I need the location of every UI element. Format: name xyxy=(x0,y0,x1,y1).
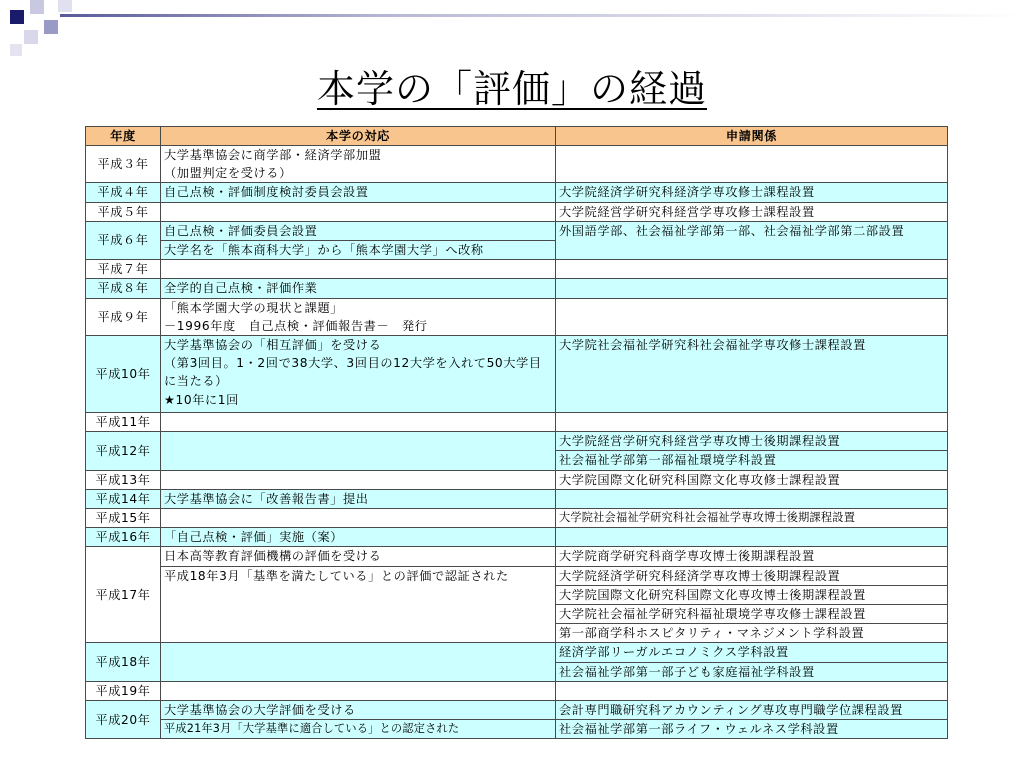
year-cell: 平成17年 xyxy=(86,547,161,643)
table-row xyxy=(86,681,948,700)
table-row xyxy=(86,489,948,508)
year-cell: 平成４年 xyxy=(86,183,161,202)
response-line: 大学基準協会に商学部・経済学部加盟 xyxy=(164,148,382,162)
slide-title xyxy=(0,58,1024,113)
application-cell: 大学院国際文化研究科国際文化専攻修士課程設置 xyxy=(556,470,948,489)
table-row xyxy=(86,470,948,489)
application-cell: 大学院経営学研究科経営学専攻修士課程設置 xyxy=(556,202,948,221)
year-cell: 平成19年 xyxy=(86,681,161,700)
year-cell: 平成15年 xyxy=(86,509,161,528)
application-cell: 社会福祉学部第一部子ども家庭福祉学科設置 xyxy=(556,662,948,681)
year-cell: 平成20年 xyxy=(86,701,161,739)
response-cell: 日本高等教育評価機構の評価を受ける xyxy=(161,547,556,566)
application-cell xyxy=(556,279,948,298)
year-cell: 平成３年 xyxy=(86,146,161,183)
year-cell: 平成７年 xyxy=(86,260,161,279)
response-cell xyxy=(161,260,556,279)
application-cell xyxy=(556,146,948,183)
application-cell: 外国語学部、社会福祉学部第一部、社会福祉学部第二部設置 xyxy=(556,221,948,259)
header-response: 本学の対応 xyxy=(161,127,556,146)
table-row xyxy=(86,221,948,240)
response-line: －1996年度 自己点検・評価報告書－ 発行 xyxy=(164,318,428,333)
application-cell xyxy=(556,489,948,508)
response-cell: 平成18年3月「基準を満たしている」との評価で認証された xyxy=(161,566,556,643)
application-cell: 大学院社会福祉学研究科社会福祉学専攻博士後期課程設置 xyxy=(556,509,948,528)
table-row xyxy=(86,528,948,547)
response-cell: 自己点検・評価制度検討委員会設置 xyxy=(161,183,556,202)
table-row xyxy=(86,279,948,298)
year-cell: 平成13年 xyxy=(86,470,161,489)
table-row xyxy=(86,643,948,662)
response-cell: 「自己点検・評価」実施（案） xyxy=(161,528,556,547)
table-row xyxy=(86,701,948,720)
year-cell: 平成16年 xyxy=(86,528,161,547)
table-row xyxy=(86,432,948,451)
table-row xyxy=(86,413,948,432)
history-table xyxy=(85,126,948,739)
response-cell xyxy=(161,470,556,489)
table-row xyxy=(86,298,948,335)
application-cell: 大学院経済学研究科経済学専攻修士課程設置 xyxy=(556,183,948,202)
slide-title-text: 本学の「評価」の経過 xyxy=(316,67,707,111)
year-cell: 平成12年 xyxy=(86,432,161,470)
table-row xyxy=(86,566,948,585)
application-cell: 大学院商学研究科商学専攻博士後期課程設置 xyxy=(556,547,948,566)
response-cell xyxy=(161,509,556,528)
response-cell xyxy=(161,202,556,221)
response-line: （第3回目。1・2回で38大学、3回目の12大学を入れて50大学目に当たる） xyxy=(164,356,542,389)
response-line: 「熊本学園大学の現状と課題」 xyxy=(164,300,344,315)
year-cell: 平成18年 xyxy=(86,643,161,681)
application-cell xyxy=(556,528,948,547)
table-header-row xyxy=(86,127,948,146)
response-cell xyxy=(161,643,556,681)
year-cell: 平成14年 xyxy=(86,489,161,508)
table-row xyxy=(86,202,948,221)
application-cell xyxy=(556,681,948,700)
response-cell: 大学名を「熊本商科大学」から「熊本学園大学」へ改称 xyxy=(161,241,556,260)
response-cell xyxy=(161,432,556,470)
response-cell: 平成21年3月「大学基準に適合している」との認定された xyxy=(161,720,556,739)
application-cell: 社会福祉学部第一部ライフ・ウェルネス学科設置 xyxy=(556,720,948,739)
application-cell: 大学院経済学研究科経済学専攻博士後期課程設置 xyxy=(556,566,948,585)
application-cell: 社会福祉学部第一部福祉環境学科設置 xyxy=(556,451,948,470)
response-cell: 自己点検・評価委員会設置 xyxy=(161,221,556,240)
application-cell xyxy=(556,413,948,432)
response-cell xyxy=(161,681,556,700)
year-cell: 平成10年 xyxy=(86,336,161,413)
application-cell: 大学院経営学研究科経営学専攻博士後期課程設置 xyxy=(556,432,948,451)
application-cell: 大学院社会福祉学研究科福祉環境学専攻修士課程設置 xyxy=(556,605,948,624)
table-row xyxy=(86,336,948,413)
response-line: （加盟判定を受ける） xyxy=(164,166,292,181)
application-cell: 経済学部リーガルエコノミクス学科設置 xyxy=(556,643,948,662)
application-cell xyxy=(556,298,948,335)
year-cell: 平成６年 xyxy=(86,221,161,259)
year-cell: 平成９年 xyxy=(86,298,161,335)
application-cell: 会計専門職研究科アカウンティング専攻専門職学位課程設置 xyxy=(556,701,948,720)
table-row xyxy=(86,509,948,528)
response-cell xyxy=(161,298,556,335)
header-application: 申請関係 xyxy=(556,127,948,146)
table-row xyxy=(86,720,948,739)
year-cell: 平成11年 xyxy=(86,413,161,432)
corner-decoration xyxy=(0,0,1024,62)
application-cell: 第一部商学科ホスピタリティ・マネジメント学科設置 xyxy=(556,624,948,643)
response-cell xyxy=(161,146,556,183)
table-row xyxy=(86,146,948,183)
response-line: 大学基準協会の「相互評価」を受ける xyxy=(164,338,382,353)
year-cell: 平成８年 xyxy=(86,279,161,298)
response-line: ★10年に1回 xyxy=(164,392,239,407)
year-cell: 平成５年 xyxy=(86,202,161,221)
header-year: 年度 xyxy=(86,127,161,146)
response-cell xyxy=(161,413,556,432)
application-cell xyxy=(556,260,948,279)
application-cell: 大学院社会福祉学研究科社会福祉学専攻修士課程設置 xyxy=(556,336,948,413)
application-cell: 大学院国際文化研究科国際文化専攻博士後期課程設置 xyxy=(556,585,948,604)
response-cell: 大学基準協会に「改善報告書」提出 xyxy=(161,489,556,508)
table-row xyxy=(86,260,948,279)
response-cell xyxy=(161,336,556,413)
table-row xyxy=(86,547,948,566)
response-cell: 大学基準協会の大学評価を受ける xyxy=(161,701,556,720)
response-cell: 全学的自己点検・評価作業 xyxy=(161,279,556,298)
table-row xyxy=(86,183,948,202)
